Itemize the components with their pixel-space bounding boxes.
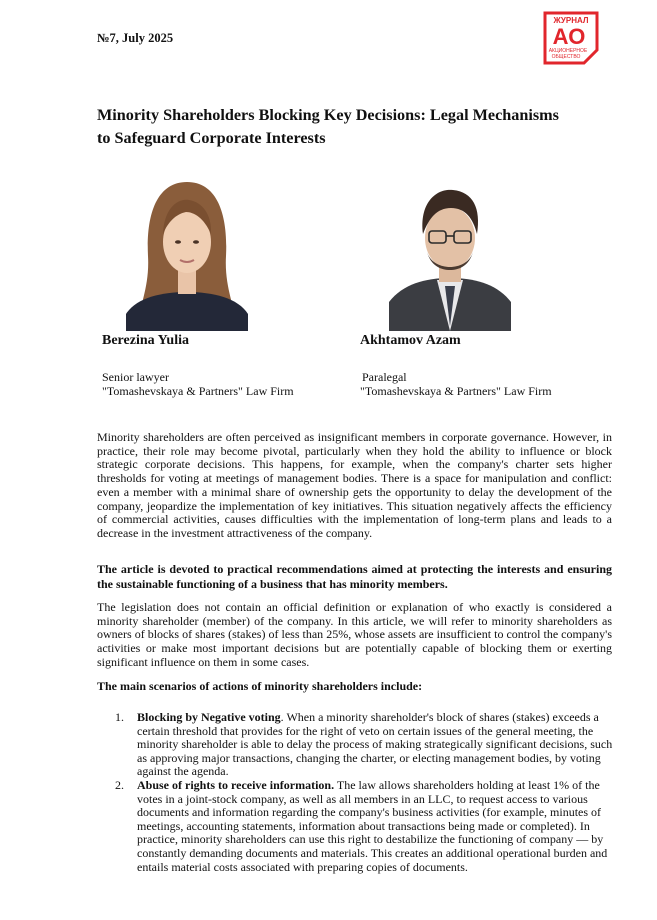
article-purpose-paragraph: The article is devoted to practical recommendations aimed at protecting the interests and ensuring the sustainable functioning of a business that has minority members. bbox=[97, 562, 612, 591]
author-role-akhtamov bbox=[360, 370, 552, 398]
list-item bbox=[110, 711, 615, 779]
logo-top-text: ЖУРНАЛ bbox=[553, 16, 589, 25]
journal-logo bbox=[542, 10, 600, 66]
definition-paragraph: The legislation does not contain an official definition or explanation of who exactly is considered a minority shareholder (member) of the company. In this article, we will refer to minority shareholders as owners of blocks of shares (stakes) of less than 25%, whose assets are insufficient to control the company's activities or make most important decisions but are potentially capable of blocking them or exerting significant influence on them in some cases. bbox=[97, 600, 612, 669]
author-position: Paralegal bbox=[362, 370, 407, 384]
list-item-text: . When a minority shareholder's block of shares (stakes) exceeds a certain threshold that provides for the right of veto on certain issues of the general meeting, the minority shareholder is able to delay the process of making strategically significant decisions, such as approving major transactions, changing the charter, or electing management bodies, by voting against the agenda. bbox=[137, 710, 613, 779]
author-photo-berezina bbox=[126, 176, 248, 331]
list-item-lead: Abuse of rights to receive information. bbox=[137, 777, 335, 792]
list-item-number: 1. bbox=[115, 710, 124, 724]
logo-main-text: АО bbox=[552, 24, 586, 49]
article-title: Minority Shareholders Blocking Key Decisions: Legal Mechanisms to Safeguard Corporate Interests bbox=[97, 106, 559, 147]
list-item bbox=[110, 779, 615, 874]
intro-paragraph: Minority shareholders are often perceived as insignificant members in corporate governance. However, in practice, their role may become pivotal, particularly when they hold the ability to influence or block strategic corporate decisions. This happens, for example, when the company's charter sets higher thresholds for voting at meetings of management bodies. There is a space for manipulation and conflict: even a member with a minimal share of ownership gets the opportunity to delay the development of the company, jeopardize the implementation of key initiatives. This situation negatively affects the efficiency of commercial activities, causes difficulties with the implementation of long-term plans and leads to a decrease in the investment attractiveness of the company. bbox=[97, 430, 612, 540]
logo-line1-text: АКЦИОНЕРНОЕ bbox=[548, 48, 588, 54]
author-firm: "Tomashevskaya & Partners" Law Firm bbox=[360, 384, 552, 398]
list-item-number: 2. bbox=[115, 777, 124, 792]
scenarios-list bbox=[110, 711, 615, 874]
author-name-akhtamov: Akhtamov Azam bbox=[360, 333, 461, 348]
author-role-berezina bbox=[102, 370, 294, 398]
author-firm: "Tomashevskaya & Partners" Law Firm bbox=[102, 384, 294, 398]
author-position: Senior lawyer bbox=[102, 370, 169, 384]
scenarios-heading: The main scenarios of actions of minority shareholders include: bbox=[97, 679, 423, 693]
list-item-lead: Blocking by Negative voting bbox=[137, 710, 281, 724]
author-name-berezina: Berezina Yulia bbox=[102, 333, 189, 348]
list-item-text: The law allows shareholders holding at least 1% of the votes in a joint-stock company, as well as all members in an LLC, to request access to various documents and information regarding the company's business activities (for example, minutes of meetings, accounting statements, information about transactions being made or completed). In practice, minority shareholders can use this right to destabilize the functioning of company — by constantly demanding documents and materials. This creates an additional operational burden and entails material costs associated with preparing copies of documents. bbox=[137, 777, 608, 874]
issue-number: №7, July 2025 bbox=[97, 31, 174, 45]
author-photo-akhtamov bbox=[389, 176, 511, 331]
logo-line2-text: ОБЩЕСТВО bbox=[551, 54, 581, 60]
